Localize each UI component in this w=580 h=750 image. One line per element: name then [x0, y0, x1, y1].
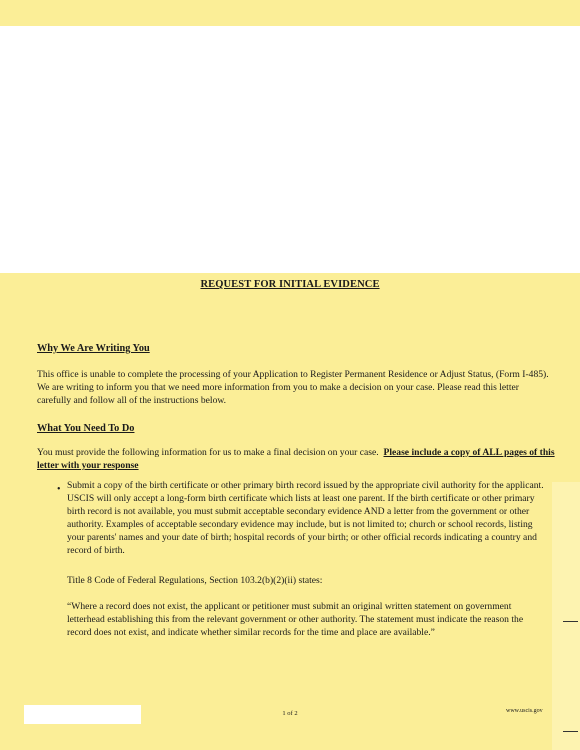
edge-mark — [563, 621, 578, 622]
page-number: 1 of 2 — [282, 710, 298, 717]
letter-title: REQUEST FOR INITIAL EVIDENCE — [200, 279, 380, 290]
regulation-quote: “Where a record does not exist, the applicant or petitioner must submit an original written statement on government letterhead establishing this from the relevant government or other authority. The statement must indicate the reason the record does not exist, and indicate whether similar records for the time and place are available.” — [67, 601, 524, 638]
regulation-citation: Title 8 Code of Federal Regulations, Section 103.2(b)(2)(ii) states: — [67, 575, 323, 586]
section-heading-what: What You Need To Do — [37, 423, 135, 434]
bullet-item-birth-certificate: Submit a copy of the birth certificate or other primary birth record issued by the appropriate civil authority for the applicant. USCIS will only accept a long-form birth certificate which lists at least one parent. If the birth certificate or other primary birth record is not available, you must submit acceptable secondary evidence AND a letter from the government or other authority. Examples of acceptable secondary evidence may include, but is not limited to; church or school records, listing your parents' names and your date of birth; hospital records of your birth; or other official records indicating a country and record of birth. — [67, 480, 544, 556]
bullet-icon: • — [57, 484, 61, 495]
section-body-what — [37, 446, 557, 472]
edge-mark — [563, 731, 578, 732]
website-link: www.uscis.gov — [506, 708, 543, 714]
instruction-emphasis: Please include a copy of ALL pages of this letter with your response — [37, 447, 555, 471]
section-body-why: This office is unable to complete the processing of your Application to Register Permanent Residence or Adjust Status, (Form I-485). We are writing to inform you that we need more information from you to make a decision on your case. Please read this letter carefully and follow all of the instructions below. — [37, 369, 549, 406]
section-heading-why: Why We Are Writing You — [37, 343, 150, 354]
instruction-text: You must provide the following information for us to make a final decision on your case. — [37, 447, 379, 458]
